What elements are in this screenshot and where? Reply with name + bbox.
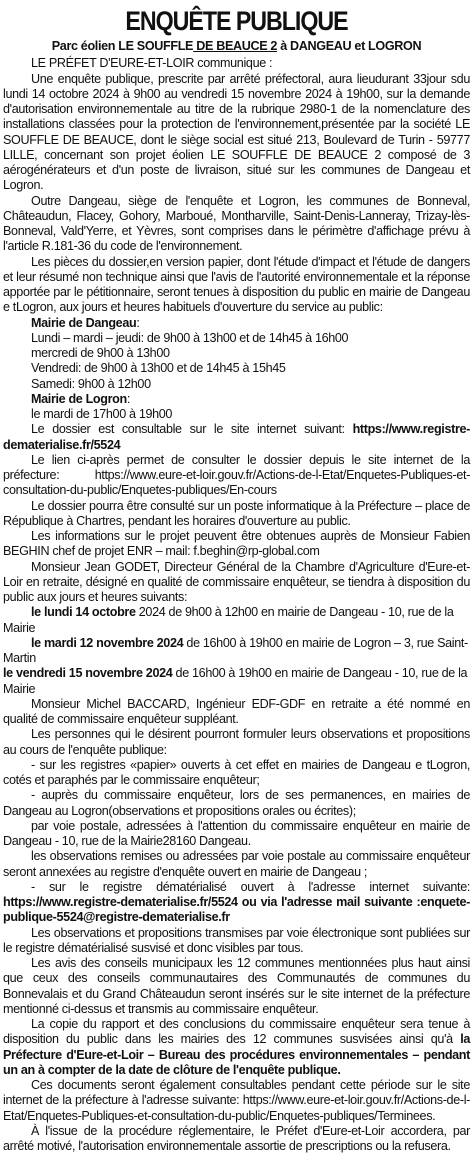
subtitle-underlined: DE BEAUCE 2 <box>193 39 278 53</box>
electronic-text: - sur le registre dématérialisé ouvert à l'adresse internet suivante: <box>31 879 470 894</box>
paragraph-published: Les observations et propositions transmises par voie électronique sont publiées sur le registre dématérialisé susvisé et donc visibles par tous. <box>3 925 470 955</box>
registre-link[interactable]: https://www.registre-dematerialise.fr/5524 <box>3 422 470 452</box>
permanence-date: le lundi 14 octobre <box>31 605 136 620</box>
permanence-item <box>3 666 470 697</box>
notice-subtitle <box>3 39 470 54</box>
paragraph-postal-annex: les observations remises ou adressées par voie postale au commissaire enquêteur seront annexées au registre d'enquête ouvert en mairie de Dangeau ; <box>3 849 470 879</box>
intro-line: LE PRÉFET D'EURE-ET-LOIR communique : <box>31 56 273 71</box>
paragraph-prefecture-link: Le lien ci-après permet de consulter le dossier depuis le site internet de la préfecture: https://www.eure-et-loir.gouv.fr/Actions-de-l-Etat/Enquetes-Publiques-et-consultation-du-public/Enquetes-publiques/En-cours <box>3 452 470 498</box>
dangeau-hours-2: Vendredi: de 9h00 à 13h00 et de 14h45 à 15h45 <box>31 361 286 376</box>
report-bold: la Préfecture d'Eure-et-Loir – Bureau des procédures environnementales – pendant un an à compter de la date de clôture de l'enquête publique. <box>3 1032 470 1077</box>
paragraph-report-online: Ces documents seront également consultables pendant cette période sur le site internet de la préfecture à l'adresse suivante: https://www.eure-et-loir.gouv.fr/Actions-de-l-Etat/Enquetes-Publiques-et-consultation-du-public/Enquetes-publiques/Terminees. <box>3 1078 470 1123</box>
subtitle-pre: Parc éolien LE SOUFFLE <box>51 39 194 53</box>
schedule-logron <box>3 392 470 423</box>
logron-colon: : <box>126 391 131 406</box>
permanence-date: le vendredi 15 novembre 2024 <box>3 666 173 681</box>
permanence-place: 2024 de 9h00 à 12h00 en mairie de Dangeau - 10, rue de la Mairie <box>3 605 454 635</box>
paragraph-contact: Les informations sur le projet peuvent être obtenues auprès de Monsieur Fabien BEGHIN chef de projet ENR – mail: f.beghin@rp-global.com <box>3 529 470 559</box>
dangeau-colon: : <box>136 315 140 330</box>
paragraph-communes: Outre Dangeau, siège de l'enquête et Logron, les communes de Bonneval, Châteaudun, Flacey, Gohory, Marboué, Montharville, Saint-Denis-Lanneray, Trizay-lès-Bonneval, Vald'Yerre, et Yèvres, sont comprises dans le périmètre d'affichage prévu à l'article R.181-36 du code de l'environnement. <box>3 193 470 254</box>
permanence-item <box>3 636 470 667</box>
dangeau-hours-3: Samedi: 9h00 à 12h00 <box>31 376 151 391</box>
notice-title: ENQUÊTE PUBLIQUE <box>125 6 348 36</box>
paragraph-substitute: Monsieur Michel BACCARD, Ingénieur EDF-GDF en retraite a été nommé en qualité de commissaire enquêteur suppléant. <box>3 696 470 726</box>
logron-hours-0: le mardi de 17h00 à 19h00 <box>31 407 173 421</box>
dangeau-heading <box>31 316 470 331</box>
paragraph-postal: par voie postale, adressées à l'attention du commissaire enquêteur en mairie de Dangeau - 10, rue de la Mairie28160 Dangeau. <box>3 818 470 848</box>
paragraph-commissioner: Monsieur Jean GODET, Directeur Général de la Chambre d'Agriculture d'Eure-et-Loir en retraite, désigné en qualité de commissaire enquêteur, se tiendra à disposition du public aux jours et heures suivants: <box>3 559 470 604</box>
paragraph-dossier: Les pièces du dossier,en version papier, dont l'étude d'impact et l'étude de dangers et leur résumé non technique ainsi que l'avis de l'autorité environnementale et la réponse apportée par le pétitionnaire, seront tenues à disposition du public en mairie de Dangeau e tLogron, aux jours et heures habituels d'ouverture du service au public: <box>3 254 470 315</box>
paragraph-council-opinions: Les avis des conseils municipaux les 12 communes mentionnées plus haut ainsi que ceux des conseils communautaires des Communautés de communes du Bonnevalais et du Grand Châteaudun seront insérés sur le site internet de la préfecture mentionné ci-dessus et transmis au commissaire enquêteur. <box>3 956 470 1016</box>
paragraph-paper-registers: - sur les registres «papier» ouverts à cet effet en mairies de Dangeau e tLogron, cotés et paraphés par le commissaire enquêteur; <box>3 757 470 787</box>
logron-heading <box>31 392 470 407</box>
paragraph-observations: Les personnes qui le désirent pourront formuler leurs observations et propositions au cours de l'enquête publique: <box>3 727 470 757</box>
paragraph-decision: À l'issue de la procédure réglementaire, le Préfet d'Eure-et-Loir accordera, par arrêté motivé, l'autorisation environnementale assortie de prescriptions ou la refusera. <box>3 1123 470 1153</box>
permanence-date: le mardi 12 novembre 2024 <box>31 635 184 650</box>
paragraph-enquiry: Une enquête publique, prescrite par arrêté préfectoral, aura lieudurant 33jour sdu lundi 14 octobre 2024 à 9h00 au vendredi 15 novembre 2024 à 19h00, sur la demande d'autorisation environnementale au titre de la rubrique 2980-1 de la nomenclature des installations classées pour la protection de l'environnement,présentée par la société LE SOUFFLE DE BEAUCE, dont le siège social est situé 213, Boulevard de Turin - 59777 LILLE, concernant son projet éolien LE SOUFFLE DE BEAUCE 2 composé de 3 aérogénérateurs et d'un poste de livraison, situé sur les communes de Dangeau et Logron. <box>3 71 470 193</box>
permanence-place: de 16h00 à 19h00 en mairie de Dangeau - 10, rue de la Mairie <box>3 666 468 696</box>
schedule-dangeau <box>3 316 470 392</box>
report-text: La copie du rapport et des conclusions du commissaire enquêteur sera tenue à disposition du public dans les mairies des 12 communes susvisées ainsi qu'à <box>3 1017 470 1047</box>
dangeau-label: Mairie de Dangeau <box>31 315 137 330</box>
permanence-item <box>3 605 470 636</box>
logron-label: Mairie de Logron <box>31 391 127 406</box>
electronic-links[interactable]: https://www.registre-dematerialise.fr/5524 ou via l'adresse mail suivante :enquete-publique-5524@registre-dematerialise.fr <box>3 895 470 925</box>
paragraph-permanences: - auprès du commissaire enquêteur, lors de ses permanences, en mairies de Dangeau au Logron(observations et propositions orales ou écrites); <box>3 788 470 818</box>
subtitle-post: à DANGEAU et LOGRON <box>277 39 422 53</box>
paragraph-report <box>3 1017 470 1078</box>
dangeau-hours-0: Lundi – mardi – jeudi: de 9h00 à 13h00 et de 14h45 à 16h00 <box>31 330 349 345</box>
dangeau-hours-1: mercredi de 9h00 à 13h00 <box>31 346 170 360</box>
paragraph-electronic <box>3 880 470 926</box>
paragraph-online <box>3 422 470 453</box>
online-text: Le dossier est consultable sur le site internet suivant: <box>31 422 353 437</box>
permanence-place: de 16h00 à 19h00 en mairie de Logron – 3, rue Saint-Martin <box>3 635 468 665</box>
paragraph-computer: Le dossier pourra être consulté sur un poste informatique à la Préfecture – place de République à Chartres, pendant les horaires d'ouverture au public. <box>3 498 470 528</box>
